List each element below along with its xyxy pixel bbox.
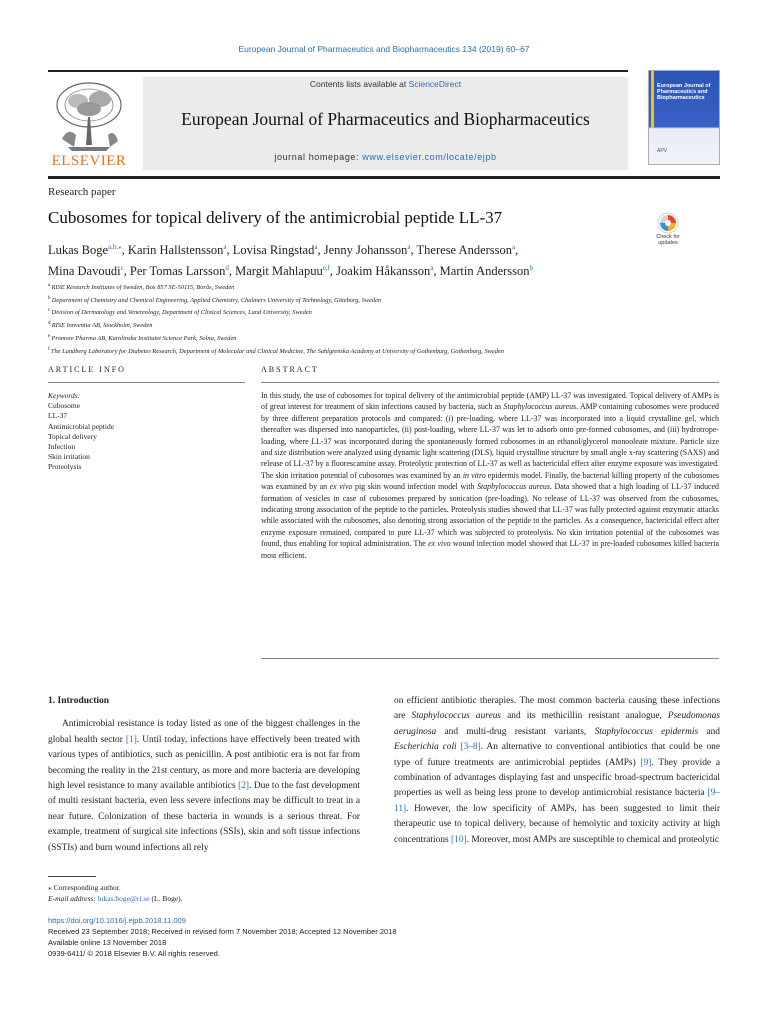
homepage-prefix: journal homepage: <box>274 152 360 162</box>
cover-brand: APV <box>657 148 668 154</box>
author-name[interactable]: Jenny Johansson <box>323 243 408 258</box>
author-affiliation-marker[interactable]: c <box>120 264 124 273</box>
article-title: Cubosomes for topical delivery of the antimicrobial peptide LL-37 <box>48 208 503 227</box>
received-dates: Received 23 September 2018; Received in revised form 7 November 2018; Accepted 12 November 2018 <box>48 927 397 936</box>
email-link[interactable]: lukas.boge@ri.se <box>97 894 150 903</box>
intro-heading: 1. Introduction <box>48 696 110 706</box>
citation-link[interactable]: [2] <box>238 781 250 792</box>
affiliation-list <box>48 281 728 357</box>
sciencedirect-link[interactable]: ScienceDirect <box>408 79 462 89</box>
author-affiliation-marker[interactable]: a <box>512 243 516 251</box>
author-affiliation-marker[interactable]: b <box>529 264 534 273</box>
citation-link[interactable]: [1] <box>125 734 137 745</box>
article-type: Research paper <box>48 186 116 198</box>
author-name[interactable]: Karin Hallstensson <box>127 243 224 258</box>
keyword: Skin irritation <box>48 452 90 462</box>
citation-link[interactable]: [10] <box>451 834 467 845</box>
keyword: Cubosome <box>48 401 81 411</box>
doi-link[interactable]: https://doi.org/10.1016/j.ejpb.2018.11.009 <box>48 916 186 925</box>
elsevier-logo <box>48 77 130 170</box>
elsevier-tree-icon <box>48 77 130 157</box>
keywords-block <box>48 391 245 473</box>
author-affiliation-marker[interactable]: a <box>314 243 318 251</box>
homepage-line <box>143 152 628 162</box>
author-affiliation-marker[interactable]: a <box>223 243 227 251</box>
journal-cover-thumbnail <box>648 70 720 165</box>
article-info-rule <box>48 382 245 383</box>
crossmark-label: Check for updates <box>656 234 680 246</box>
publication-info <box>48 915 548 959</box>
cover-stripe <box>651 71 654 128</box>
homepage-link[interactable]: www.elsevier.com/locate/ejpb <box>362 152 497 162</box>
affiliation: $^b$ Department of Chemistry and Chemical Engineering, Applied Chemistry, Chalmers University of Technology, Göteborg, Sweden <box>48 295 382 304</box>
intro-left-column <box>48 694 360 856</box>
author-affiliation-marker[interactable]: a,b,⁎ <box>108 243 122 251</box>
email-label: E-mail address: <box>48 894 96 903</box>
copyright: 0939-6411/ © 2018 Elsevier B.V. All rights reserved. <box>48 949 220 958</box>
citation-link[interactable]: [9] <box>640 757 652 768</box>
intro-paragraph-right: on efficient antibiotic therapies. The most common bacteria causing these infections are Staphylococcus aureus and its methicillin resistant analogue, Pseudomonas aeruginosa and multi-drug resistant variants, Staphylococcus epidermis and Escherichia coli [3–8]. An alternative to conventional antibiotics that could be one type of future treatments are antimicrobial peptides (AMPs) [9]. They provide a combination of advantages displaying fast and unspecific broad-spectrum bactericidal properties as well as being less prone to develop antimicrobial resistance bacteria [9–11]. However, the low specificity of AMPs, has been suggested to limit their therapeutic use to topical delivery, because of hemolytic and toxicity activity at high concentrations [10]. Moreover, most AMPs are susceptible to chemical and proteolytic <box>394 696 721 845</box>
article-info-heading: ARTICLE INFO <box>48 365 126 374</box>
corresponding-author-note: ⁎ Corresponding author. <box>48 883 121 892</box>
author-list: Lukas Boge$^{a,b,⁎}$, Karin Hallstensson$^a$, Lovisa Ringstad$^a$, Jenny Johansson$^a$, Therese Andersson$^a$, Mina Davoudi$^c$, Per Tomas Larsson$^d$, Margit Mahlapuu$^{e,f}$, Joakim Håkansson$^a$, Martin Andersson$^b$ <box>48 243 534 279</box>
abstract-rule <box>261 382 719 383</box>
author-affiliation-marker[interactable]: d <box>225 264 229 273</box>
intro-right-column <box>394 694 720 848</box>
journal-citation[interactable]: European Journal of Pharmaceutics and Biopharmaceutics 134 (2019) 60–67 <box>238 44 530 54</box>
journal-title: European Journal of Pharmaceutics and Biopharmaceutics <box>181 109 590 129</box>
citation-link[interactable]: [3–8] <box>460 742 481 753</box>
footnote-rule <box>48 876 96 877</box>
author-name[interactable]: Therese Andersson <box>416 243 513 258</box>
keyword: Proteolysis <box>48 462 82 472</box>
affiliation: $^c$ Division of Dermatology and Venereology, Department of Clinical Sciences, Lund University, Sweden <box>48 308 312 317</box>
author-name[interactable]: Lukas Boge <box>48 243 109 258</box>
email-suffix: (L. Boge). <box>151 894 183 903</box>
affiliation: $^f$ The Lundberg Laboratory for Diabetes Research, Department of Molecular and Clinical Medicine, The Sahlgrenska Academy at University of Gothenburg, Gothenburg, Sweden <box>48 346 504 355</box>
abstract-text: In this study, the use of cubosomes for topical delivery of the antimicrobial peptide (AMP) LL-37 was investigated. Topical delivery of AMPs is of great interest for treatment of skin infections caused by bacteria, such as Staphylococcus aureus. AMP containing cubosomes were produced by three different preparation protocols and compared: (i) pre-loading, where LL-37 was incorporated into a liquid crystalline gel, which thereafter was dispersed into nanoparticles, (ii) post-loading, where LL-37 was let to adsorb onto pre-formed cubosomes, and (iii) hydrotrope-loading, where LL-37 was incorporated during the spontaneously formed cubosomes in an ethanol/glycerol monooleate mixture. Particle size and size distribution were analyzed using dynamic light scattering (DLS), liquid crystalline structure by small angle x-ray scattering (SAXS) and release of LL-37 by a fluorescamine assay. Proteolytic protection of LL-37 as well as bactericidal effect after enzyme exposure was investigated. The skin irritation potential of cubosomes was examined by an in vitro epidermis model. Finally, the bacterial killing property of the cubosomes was examined by an ex vivo pig skin wound infection model with Staphylococcus aureus. Data showed that a high loading of LL-37 induced formation of vesicles in case of cubosomes prepared by sonication (pre-loading). No release of LL-37 was observed from the cubosomes, indicating strong association of the peptide to the particles. Proteolysis studies showed that LL-37 was fully protected against enzymatic attacks while associated with the cubosomes, also denoting strong association of the peptide to the particles. As a consequence, bactericidal effect after enzyme exposure remained, compared to pure LL-37 which was subjected to proteolysis. No skin irritation potential of the cubosomes was found, thus enabling for topical administration. The ex vivo wound infection model showed that LL-37 in pre-loaded cubosomes killed bacteria most efficient. <box>261 391 720 560</box>
keyword: LL-37 <box>48 411 68 421</box>
email-line <box>48 893 368 904</box>
author-name[interactable]: Martin Andersson <box>439 264 530 279</box>
author-affiliation-marker[interactable]: e,f <box>322 264 330 273</box>
keyword: Infection <box>48 442 76 452</box>
author-name[interactable]: Mina Davoudi <box>48 264 121 279</box>
masthead <box>48 70 720 170</box>
affiliation: $^e$ Promore Pharma AB, Karolinska Institutet Science Park, Solna, Sweden <box>48 333 237 342</box>
footnote <box>48 882 368 904</box>
cover-title: European Journal of Pharmaceutics and Biopharmaceutics <box>657 83 711 101</box>
author-name[interactable]: Margit Mahlapuu <box>235 264 323 279</box>
author-affiliation-marker[interactable]: a <box>407 243 411 251</box>
header-divider <box>48 176 720 179</box>
intro-paragraph-left: Antimicrobial resistance is today listed as one of the biggest challenges in the global health sector [1]. Until today, infections have effectively been treated with various types of antibiotics, such as penicillin. A post antibiotic era is not far from becoming the reality in the 21st century, as more and more bacteria are developing high level resistance to many available antibiotics [2]. Due to the fast development of multi resistant bacteria, even less severe infections may be difficult to treat in a near future. Colonization of these bacteria in wounds is a serious threat. For example, treatment of surgical site infections (SSIs), skin and soft tissue infections (SSTIs) and burn wound infections all rely <box>48 719 361 853</box>
elsevier-wordmark: ELSEVIER <box>51 153 127 169</box>
available-online: Available online 13 November 2018 <box>48 938 167 947</box>
author-name[interactable]: Per Tomas Larsson <box>129 264 226 279</box>
citation-link[interactable]: [9–11] <box>394 788 720 814</box>
masthead-top-rule <box>48 70 628 72</box>
contents-prefix: Contents lists available at <box>309 79 407 89</box>
author-name[interactable]: Lovisa Ringstad <box>232 243 315 258</box>
abstract-bottom-rule <box>261 658 719 659</box>
keywords-label: Keywords: <box>48 391 81 400</box>
affiliation: $^d$ RISE Innventia AB, Stockholm, Sweden <box>48 321 153 330</box>
author-affiliation-marker[interactable]: a <box>430 264 434 273</box>
crossmark-badge[interactable] <box>646 212 690 256</box>
contents-line <box>143 79 628 89</box>
keywords-list <box>48 401 245 472</box>
author-name[interactable]: Joakim Håkansson <box>336 264 431 279</box>
affiliation: $^a$ RISE Research Institutes of Sweden, Box 857 SE-50115, Borås, Sweden <box>48 283 235 292</box>
keyword: Antimicrobial peptide <box>48 421 115 431</box>
abstract-heading: ABSTRACT <box>261 365 319 374</box>
keyword: Topical delivery <box>48 431 97 441</box>
crossmark-icon <box>657 212 679 234</box>
